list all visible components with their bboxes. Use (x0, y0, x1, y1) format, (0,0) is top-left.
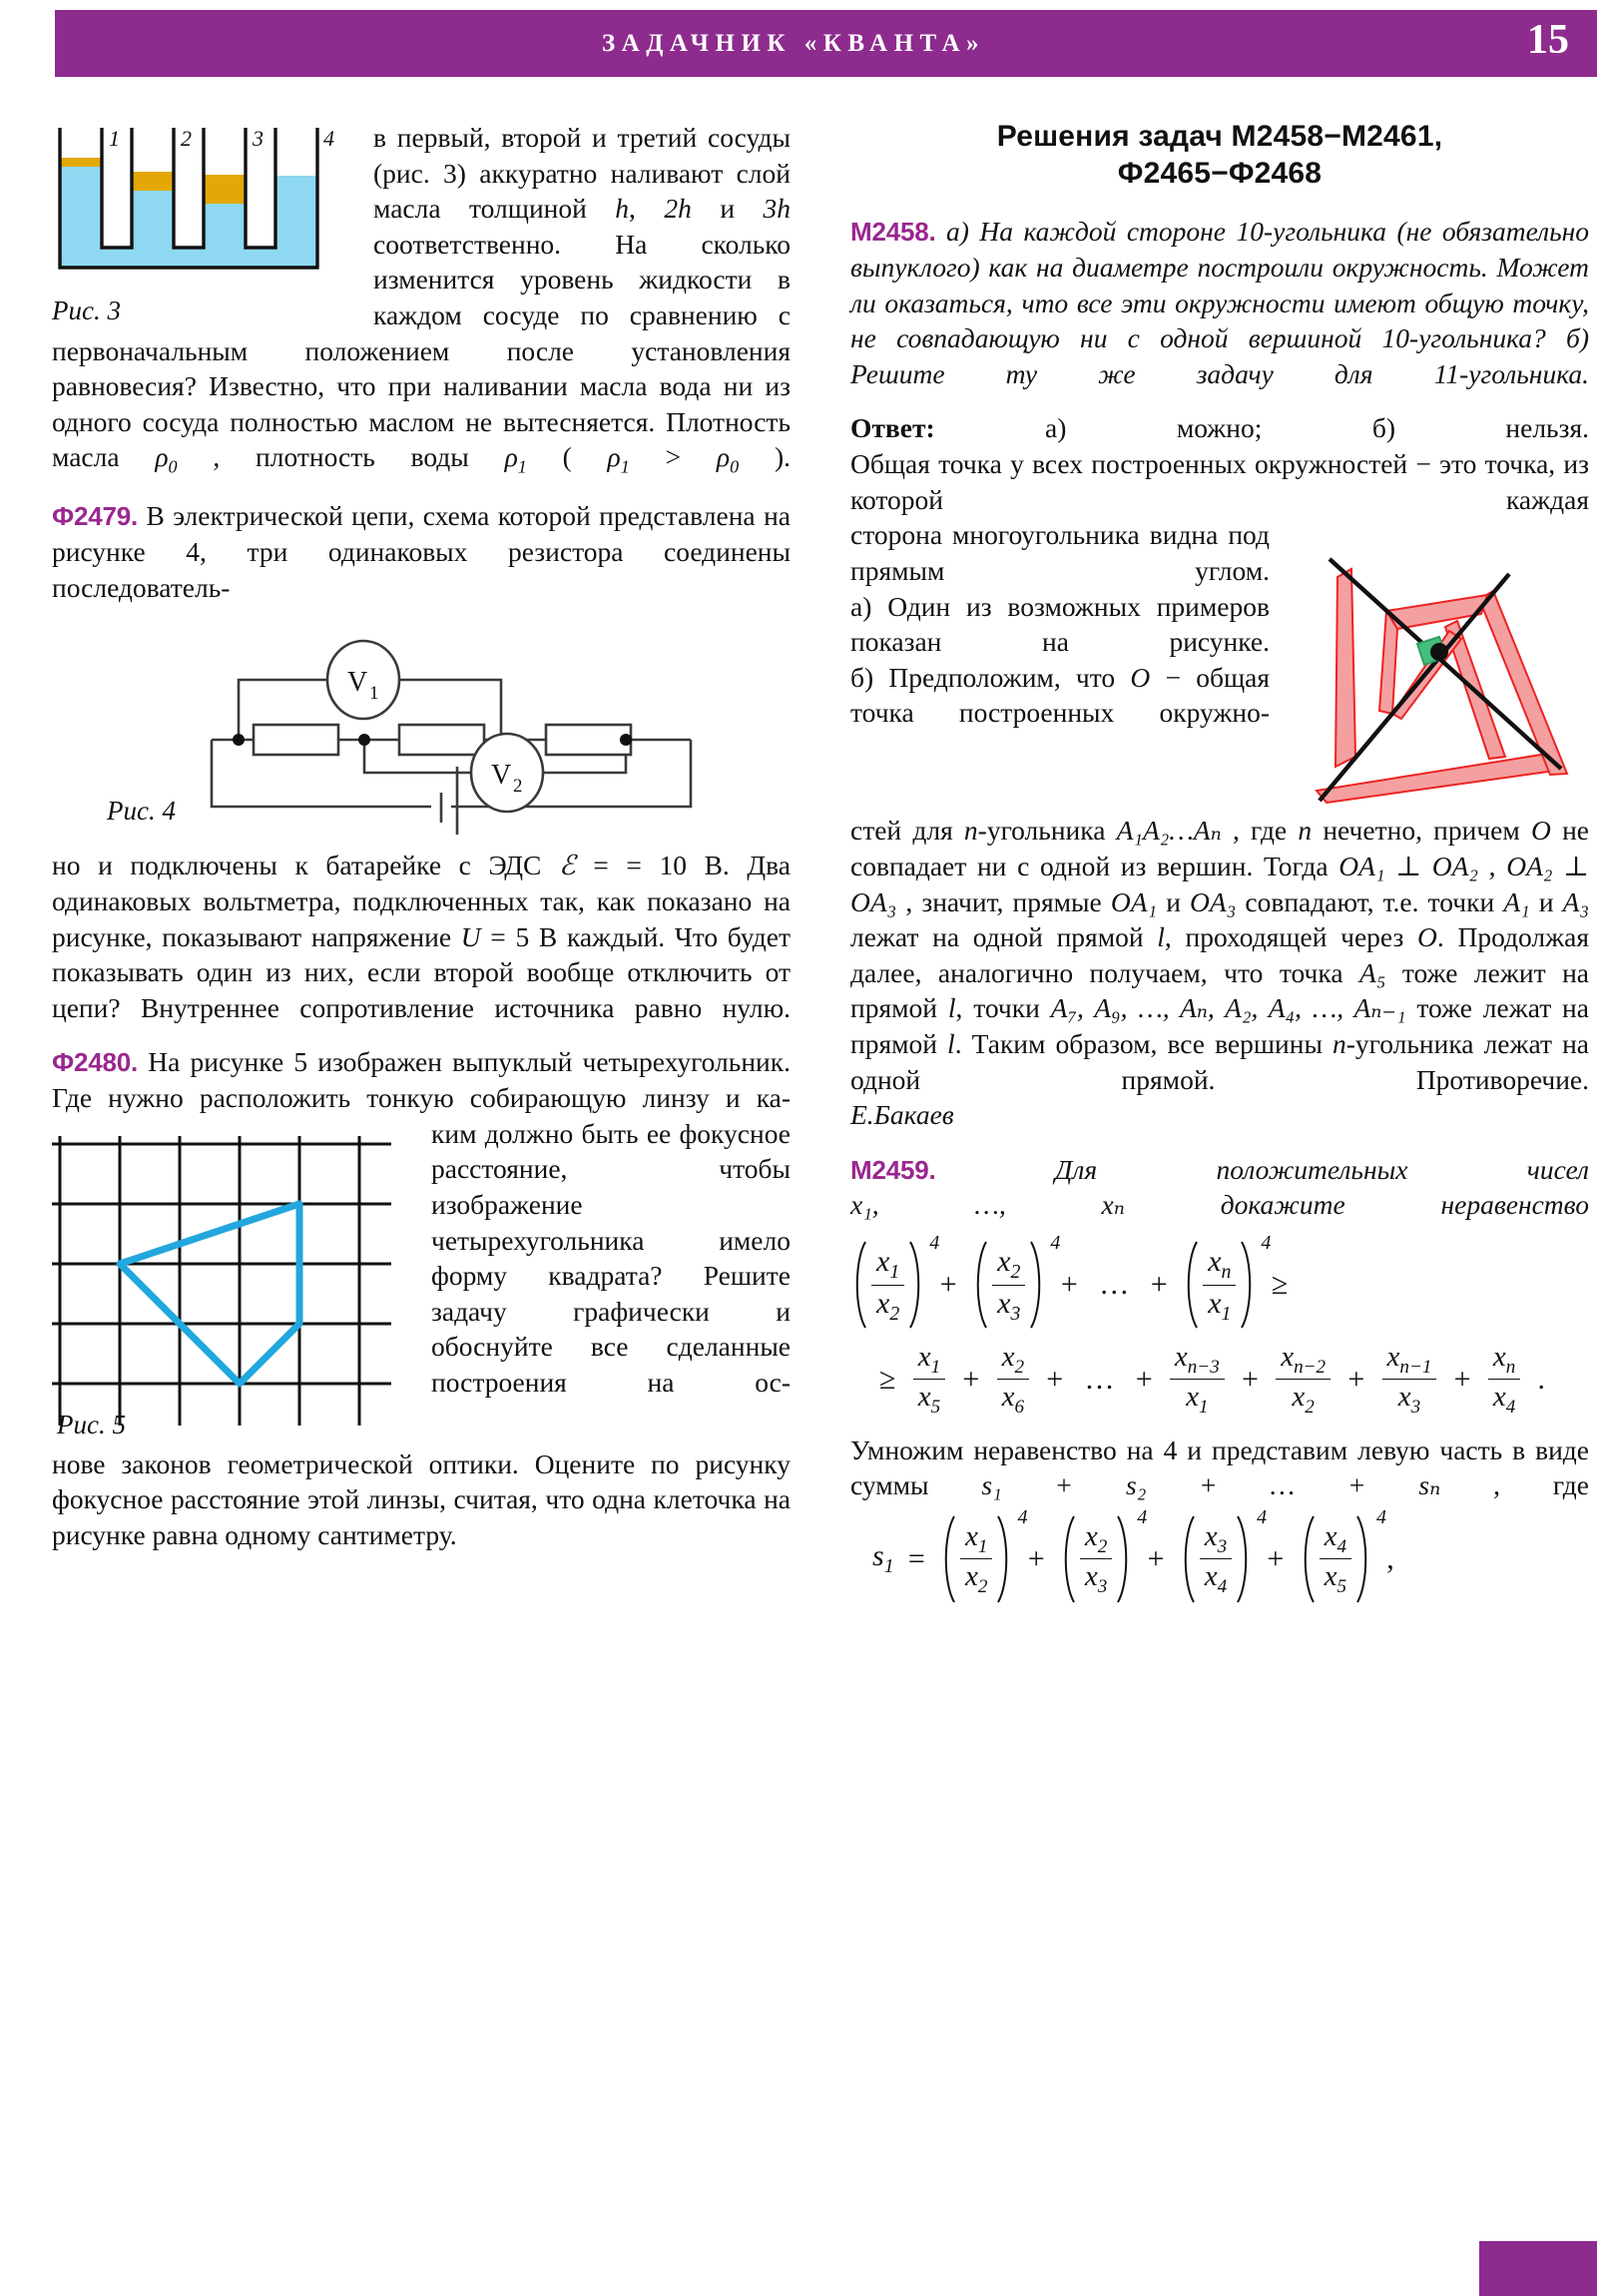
f2-plus-1: + (962, 1362, 980, 1396)
sum-expression: s₁ + s₂ + … + sₙ (981, 1469, 1441, 1501)
figure-5-block (52, 1122, 411, 1444)
rho-zero-symbol: $\rho_0$ (155, 441, 178, 477)
m2458-sol21: -угольника лежат на одной прямой. Противоречие. (850, 1027, 1589, 1095)
m2458-author: Е.Бакаев (850, 1099, 954, 1131)
point-a1: A₁ (1503, 885, 1530, 917)
f2479-text-1: В электрической цепи, схема которой представлена на рисунке 4, три одинаковых резистора соединены последователь- (52, 500, 791, 603)
comma-m1: , (1477, 850, 1507, 881)
rho-one-symbol-b: $\rho_1$ (607, 441, 630, 477)
f2-term-1: $\frac{x_1}{x_5}$ (913, 1341, 945, 1418)
f2480-text-3: нове законов геометрической оптики. Оцените по рисунку фокусное расстояние этой линзы, считая, что одна клеточка на рисунке равна одному сантиметру. (52, 1447, 791, 1550)
emf-symbol: ℰ (559, 850, 576, 881)
point-o-symbol-2: O (1530, 815, 1551, 847)
f3-plus-2: + (1147, 1541, 1165, 1575)
f2478-text-e: ). (739, 441, 791, 473)
f1-dots: … (1099, 1268, 1130, 1302)
problem-code-m2459: M2459. (850, 1154, 936, 1185)
f3-plus-1: + (1027, 1541, 1045, 1575)
m2459-after-2: , где (1440, 1469, 1590, 1501)
formula1-term-2 (971, 1232, 1061, 1331)
m2458-sol13: совпадают, т.е. точки (1236, 885, 1504, 917)
svg-text:V: V (491, 760, 512, 792)
m2458-sol10: нечетно, причем (1312, 815, 1531, 847)
m2458-sol7: стей для (850, 815, 964, 847)
f1t2-num: $x_2$ (992, 1245, 1025, 1285)
f2-period: . (1537, 1362, 1546, 1396)
h-symbol-1: h (615, 193, 630, 225)
point-o-symbol-3: O (1417, 921, 1437, 953)
m2458-answer (850, 410, 1589, 446)
m2459-statement-2: докажите неравенство (1124, 1189, 1589, 1221)
point-o-symbol-1: O (1130, 661, 1151, 693)
figure-4-block (52, 615, 791, 840)
m2459-formula-2 (872, 1341, 1589, 1418)
m2458-sol20: . Таким образом, все вершины (954, 1027, 1333, 1059)
f2479-text-2a: но и подключены к батарейке с ЭДС (52, 850, 559, 881)
f3-comma: , (1386, 1541, 1394, 1575)
m2458-statement-text: а) На каждой стороне 10-угольника (не обязательно выпуклого) как на диаметре построили окружность. Может ли оказаться, что все эти окружности имеют общую точку, не совпадающую ни с одной вершиной 10-угольника? б) Решите ту же задачу для 11-угольника. (850, 216, 1589, 389)
f2-term-6: $\frac{x_n}{x_4}$ (1488, 1341, 1520, 1418)
point-a3: A₃ (1562, 885, 1590, 917)
problem-m2458-statement (850, 214, 1589, 391)
f3-plus-3: + (1267, 1541, 1285, 1575)
f1t3-num: $x_n$ (1203, 1245, 1236, 1285)
f1-plus-2: + (1060, 1268, 1078, 1302)
svg-text:3: 3 (253, 126, 264, 151)
problem-code-m2458: M2458. (850, 217, 936, 248)
and-word: и (691, 193, 764, 225)
svg-text:2: 2 (181, 126, 192, 151)
h-symbol-3: 3h (763, 193, 791, 225)
m2458-sol16: . Продолжая далее, аналогично получаем, что точка (850, 921, 1590, 988)
right-column (850, 118, 1589, 1619)
f2-term-4: $\frac{x_{n-2}}{x_2}$ (1276, 1341, 1331, 1418)
comma-1: , (629, 193, 665, 225)
formula1-term-1 (850, 1232, 940, 1331)
m2458-sol11: не совпадает ни с одной из вершин. Тогда (850, 815, 1589, 881)
f1-geq: ≥ (1271, 1268, 1289, 1302)
answer-label: Ответ: (850, 412, 935, 444)
formula3-term-4: $\frac{x_4}{x_5}$ 4 (1299, 1513, 1372, 1605)
svg-text:Рис. 5: Рис. 5 (57, 1409, 126, 1439)
svg-text:V: V (347, 667, 368, 699)
f2478-text-c: , плотность воды (177, 441, 505, 473)
f1-plus-3: + (1150, 1268, 1168, 1302)
f2-geq: ≥ (879, 1362, 896, 1396)
solutions-title-line2: Ф2465−Ф2468 (1117, 157, 1323, 191)
line-l-2: l (947, 992, 956, 1024)
m2458-star-polygon-figure (1290, 519, 1589, 804)
f1t1-den: $x_2$ (876, 1286, 900, 1325)
f2480-text-2: ким должно быть ее фокусное расстояние, чтобы изображение четырехугольника имело форму квадрата? Решите задачу графически и обоснуйте все сделанные построения на ос- (431, 1117, 791, 1398)
voltage-symbol: U (460, 920, 481, 952)
rho-one-symbol: $\rho_1$ (504, 441, 527, 477)
n-symbol-1: n (963, 815, 978, 847)
segment-oa1: OA₁ (1338, 850, 1385, 881)
m2458-sol9: , где (1221, 815, 1299, 847)
answer-text: а) можно; б) нельзя. (934, 412, 1589, 444)
page-number: 15 (1527, 17, 1569, 63)
problem-f2480-intro (52, 1044, 791, 1115)
m2458-solution-line5 (850, 813, 1589, 1097)
f2-term-5: $\frac{x_{n-1}}{x_3}$ (1382, 1341, 1437, 1418)
f2478-text-d: ( (526, 441, 608, 473)
m2458-sol12: значит, прямые (921, 885, 1111, 917)
comma-m2: , (896, 885, 922, 917)
point-a5: A₅ (1359, 956, 1386, 988)
m2459-statement-1: Для положительных чисел (935, 1153, 1589, 1185)
f2478-text-a: в первый, второй и третий сосуды (рис. 3) аккуратно наливают слой масла толщиной (373, 122, 791, 225)
solutions-title-line1: Решения задач М2458−М2461, (996, 120, 1443, 153)
m2459-text-after (850, 1433, 1589, 1503)
left-column (52, 120, 791, 1553)
f1t2-den: $x_3$ (997, 1286, 1021, 1325)
segment-oa2: OA₂ (1431, 850, 1478, 881)
m2458-sol4-b: − общая точка построенных окружно- (850, 661, 1271, 729)
f2-dots: … (1084, 1362, 1115, 1396)
f1t2-exp: 4 (1050, 1232, 1061, 1255)
figure-3-vessels (52, 120, 351, 285)
f2-term-3: $\frac{x_{n-3}}{x_1}$ (1170, 1341, 1225, 1418)
rho-zero-symbol-b: $\rho_0$ (716, 441, 740, 477)
problem-code-f2479: Ф2479. (52, 501, 139, 532)
m2459-after-1: Умножим неравенство на 4 и представим левую часть в виде суммы (850, 1434, 1589, 1501)
problem-f2479-intro (52, 498, 791, 605)
f2-term-2: $\frac{x_2}{x_6}$ (997, 1341, 1029, 1418)
m2458-sol18: , точки (955, 992, 1051, 1024)
m2458-sol17: тоже лежит на прямой (850, 956, 1589, 1024)
f2-plus-4: + (1242, 1362, 1259, 1396)
segment-oa3-b: OA₃ (1190, 885, 1237, 917)
f3-equals: = (907, 1541, 925, 1575)
m2458-sol4-a: б) Предположим, что (850, 661, 1131, 693)
f3-lhs: $s_1$ (872, 1539, 894, 1578)
solutions-section-title (850, 118, 1589, 192)
page-header-bar (55, 10, 1597, 77)
segment-oa2-b: OA₂ (1506, 850, 1553, 881)
line-l-3: l (947, 1027, 955, 1059)
f1t1-num: $x_1$ (871, 1245, 904, 1285)
f1t1-exp: 4 (929, 1232, 940, 1255)
f2-plus-2: + (1046, 1362, 1064, 1396)
figure-3-block (52, 120, 351, 326)
perp-sign-2: ⊥ (1552, 850, 1589, 881)
formula3-term-3: $\frac{x_3}{x_4}$ 4 (1179, 1513, 1253, 1605)
line-l-1: l (1157, 921, 1165, 953)
f2-plus-5: + (1347, 1362, 1365, 1396)
f2-plus-3: + (1135, 1362, 1153, 1396)
segment-oa1-b: OA₁ (1110, 885, 1158, 917)
m2458-sol8: -угольника (977, 815, 1117, 847)
m2459-variables: x₁, …, xₙ (850, 1189, 1125, 1221)
vertices-sequence-2: A₇, A₉, …, Aₙ, A₂, A₄, …, Aₙ₋₁ (1050, 992, 1406, 1024)
m2459-formula-3 (872, 1505, 1589, 1605)
m2458-solution-line2: сторона многоугольника видна под прямым углом. (850, 519, 1270, 586)
svg-text:1: 1 (369, 683, 379, 705)
f2480-text-1: На рисунке 5 изображен выпуклый четырехугольник. Где нужно расположить тонкую собирающую линзу и ка- (52, 1046, 791, 1114)
page-header-title: ЗАДАЧНИК «КВАНТА» (601, 29, 986, 57)
segment-oa3: OA₃ (850, 885, 897, 917)
figure-5-grid-quadrilateral (52, 1122, 409, 1439)
m2458-solution-line1: Общая точка у всех построенных окружностей − это точка, из которой каждая (850, 448, 1589, 515)
svg-text:2: 2 (513, 776, 523, 798)
svg-text:1: 1 (109, 126, 120, 151)
greater-than-sign: > (629, 441, 717, 473)
svg-text:4: 4 (323, 126, 334, 151)
formula1-term-3 (1182, 1232, 1272, 1331)
f1-plus-1: + (939, 1268, 957, 1302)
f2479-text-2c: = 5 В каждый. Что будет показывать один из них, если второй вообще отключить от цепи? Внутреннее сопротивление источника равно нулю. (52, 920, 791, 1023)
n-symbol-3: n (1332, 1027, 1346, 1059)
f1t3-exp: 4 (1261, 1232, 1272, 1255)
f2478-text-b: соответственно. На сколько изменится уровень жидкости в каждом сосуде по сравнению с первоначальным положением после установления равновесия? Известно, что при наливании масла вода ни из одного сосуда полностью маслом не вытесняется. Плотность масла (52, 228, 791, 473)
problem-m2459-statement (850, 1152, 1589, 1223)
polygon-vertices-sequence: A₁A₂…Aₙ (1116, 815, 1222, 847)
formula3-term-1: $\frac{x_1}{x_2}$ 4 (939, 1513, 1013, 1605)
m2458-sol14: лежат на одной прямой (850, 921, 1158, 953)
m2458-sol15: , проходящей через (1164, 921, 1418, 953)
figure-4-circuit (52, 615, 791, 835)
f2-plus-6: + (1453, 1362, 1471, 1396)
perp-sign-1: ⊥ (1384, 850, 1432, 881)
f1t3-den: $x_1$ (1208, 1286, 1232, 1325)
and-1: и (1157, 885, 1191, 917)
m2458-solution-line3: а) Один из возможных примеров показан на рисунке. (850, 590, 1270, 658)
and-2: и (1529, 885, 1563, 917)
h-symbol-2: 2h (664, 193, 692, 225)
f2479-text-2b: = = 10 В. Два одинаковых вольтметра, подключенных так, как показано на рисунке, показывают напряжение (52, 850, 791, 952)
n-symbol-2: n (1298, 815, 1313, 847)
figure-3-caption: Рис. 3 (52, 295, 121, 325)
problem-f2479-body (52, 848, 791, 1025)
m2458-figure-block (1290, 519, 1589, 809)
problem-code-f2480: Ф2480. (52, 1047, 139, 1078)
svg-text:Рис. 4: Рис. 4 (107, 796, 176, 827)
m2459-formula-1 (850, 1232, 1589, 1331)
bottom-right-corner-accent (1479, 2241, 1597, 2296)
formula3-term-2: $\frac{x_2}{x_3}$ 4 (1059, 1513, 1133, 1605)
m2458-sol19: тоже лежат на прямой (850, 992, 1589, 1059)
